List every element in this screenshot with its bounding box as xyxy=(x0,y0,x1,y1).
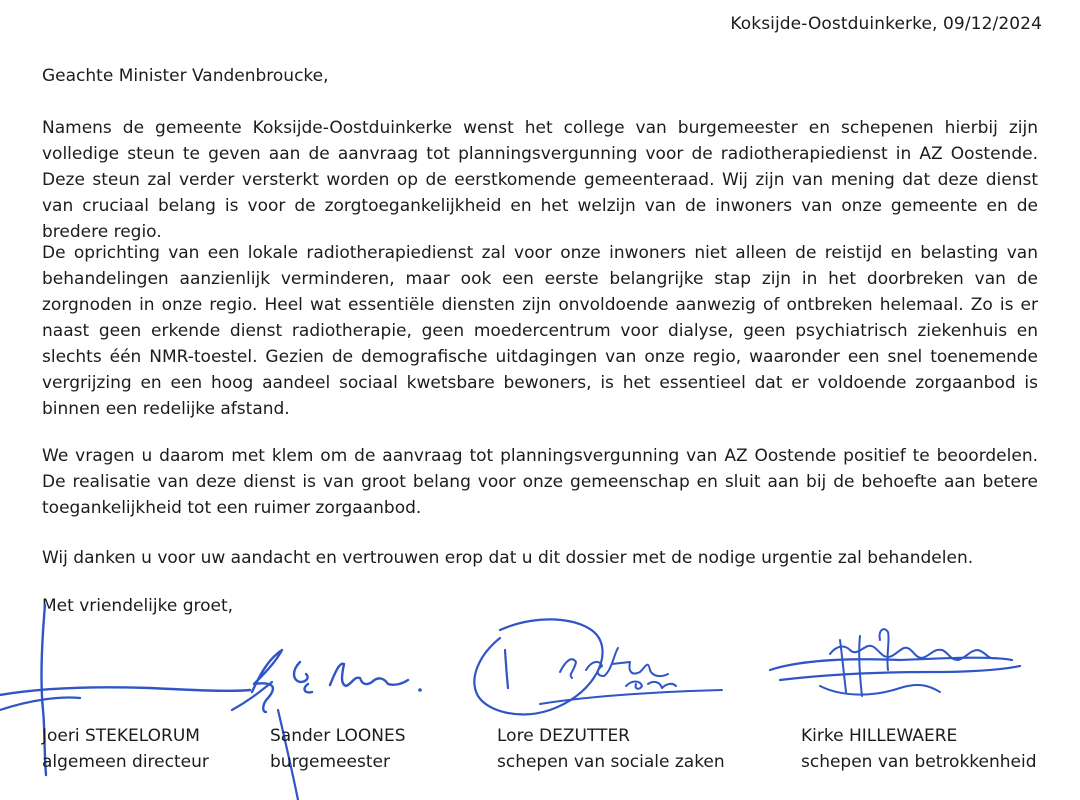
signatory-role: schepen van sociale zaken xyxy=(497,752,725,772)
signature-dezutter xyxy=(474,619,722,714)
signatory-name: Joeri STEKELORUM xyxy=(42,726,200,746)
place-date: Koksijde-Oostduinkerke, 09/12/2024 xyxy=(730,14,1042,34)
signatory-role: algemeen directeur xyxy=(42,752,209,772)
paragraph-thanks: Wij danken u voor uw aandacht en vertrouwen erop dat u dit dossier met de nodige urgentie zal behandelen. xyxy=(42,548,974,568)
signature-loones xyxy=(232,650,422,712)
signatory-name: Lore DEZUTTER xyxy=(497,726,630,746)
salutation: Geachte Minister Vandenbroucke, xyxy=(42,66,329,86)
paragraph-motivation: De oprichting van een lokale radiotherapiedienst zal voor onze inwoners niet alleen de reistijd en belasting van behandelingen aanzienlijk verminderen, maar ook een eerste belangrijke stap zijn in het doorbreken van de zorgnoden in onze regio. Heel wat essentiële diensten zijn onvoldoende aanwezig of ontbreken helemaal. Zo is er naast geen erkende dienst radiotherapie, geen moedercentrum voor dialyse, geen psychiatrisch ziekenhuis en slechts één NMR-toestel. Gezien de demografische uitdagingen van onze regio, waaronder een snel toenemende vergrijzing en een hoog aandeel sociaal kwetsbare bewoners, is het essentieel dat er voldoende zorgaanbod is binnen een redelijke afstand. xyxy=(42,243,1038,419)
signatory-role: burgemeester xyxy=(270,752,390,772)
signatory-dezutter xyxy=(497,723,725,775)
closing: Met vriendelijke groet, xyxy=(42,596,234,616)
signatory-role: schepen van betrokkenheid xyxy=(801,752,1037,772)
paragraph-request: We vragen u daarom met klem om de aanvraag tot planningsvergunning van AZ Oostende positief te beoordelen. De realisatie van deze dienst is van groot belang voor onze gemeenschap en sluit aan bij de behoefte aan betere toegankelijkheid tot een ruimer zorgaanbod. xyxy=(42,446,1038,518)
signature-hillewaere xyxy=(770,629,1020,696)
signatory-loones xyxy=(270,723,406,775)
signatory-name: Sander LOONES xyxy=(270,726,406,746)
signatory-name: Kirke HILLEWAERE xyxy=(801,726,958,746)
signatory-stekelorum xyxy=(42,723,209,775)
signatory-hillewaere xyxy=(801,723,1037,775)
paragraph-support: Namens de gemeente Koksijde-Oostduinkerke wenst het college van burgemeester en schepenen hierbij zijn volledige steun te geven aan de aanvraag tot planningsvergunning voor de radiotherapiedienst in AZ Oostende. Deze steun zal verder versterkt worden op de eerstkomende gemeenteraad. Wij zijn van mening dat deze dienst van cruciaal belang is voor de zorgtoegankelijkheid en het welzijn van de inwoners van onze gemeente en de bredere regio. xyxy=(42,118,1038,242)
